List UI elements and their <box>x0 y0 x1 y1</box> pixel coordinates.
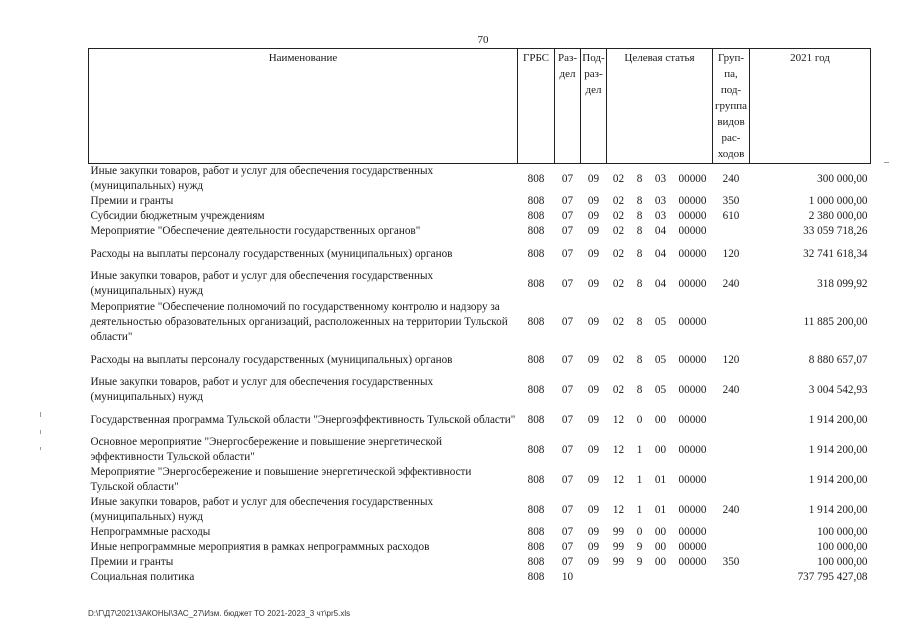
row-target-program: 02 <box>612 210 625 222</box>
row-podrazdel: 09 <box>587 353 600 366</box>
page-number: 70 <box>477 34 489 46</box>
row-expense-type <box>713 525 750 540</box>
row-target-subprogram: 9 <box>636 556 643 568</box>
row-target-subprogram: 8 <box>636 225 643 237</box>
row-target-direction: 00000 <box>678 277 707 290</box>
row-target-direction: 00000 <box>678 210 707 222</box>
row-amount: 1 000 000,00 <box>808 195 868 207</box>
row-podrazdel: 09 <box>587 443 600 456</box>
row-amount: 100 000,00 <box>817 526 868 538</box>
row-expense-type: 120 <box>722 247 740 260</box>
row-target-direction: 00000 <box>678 503 707 516</box>
scan-mark <box>40 447 41 450</box>
row-razdel: 07 <box>561 541 574 553</box>
row-target-subprogram: 8 <box>636 353 643 366</box>
row-podrazdel: 09 <box>587 473 600 486</box>
row-razdel: 07 <box>561 473 574 486</box>
row-expense-type: 120 <box>722 353 740 366</box>
row-expense-type <box>713 540 750 555</box>
row-grbs: 808 <box>527 353 545 366</box>
row-expense-type: 240 <box>722 383 740 396</box>
header-name: Наименование <box>89 49 518 164</box>
row-target-event: 03 <box>654 210 667 222</box>
row-grbs: 808 <box>527 277 545 290</box>
row-target-subprogram: 1 <box>636 443 643 456</box>
row-amount: 8 880 657,07 <box>808 353 868 366</box>
row-target-direction: 00000 <box>678 353 707 366</box>
row-target-program: 99 <box>612 526 625 538</box>
header-year-2021: 2021 год <box>750 49 871 164</box>
row-target-program: 02 <box>612 195 625 207</box>
row-razdel: 07 <box>561 526 574 538</box>
scan-mark <box>40 430 41 434</box>
row-target-event: 00 <box>654 541 667 553</box>
row-razdel: 07 <box>561 247 574 260</box>
table-row <box>89 405 871 435</box>
row-amount: 100 000,00 <box>817 541 868 553</box>
row-podrazdel <box>581 570 607 585</box>
row-amount: 737 795 427,08 <box>797 571 868 583</box>
row-target-program: 12 <box>612 413 625 426</box>
row-target-event: 04 <box>654 225 667 237</box>
row-podrazdel: 09 <box>587 210 600 222</box>
row-target-program: 12 <box>612 503 625 516</box>
row-podrazdel: 09 <box>587 413 600 426</box>
row-target-event: 03 <box>654 172 667 185</box>
budget-table <box>88 48 871 585</box>
row-amount: 318 099,92 <box>817 277 868 290</box>
table-row <box>89 269 871 299</box>
table-row <box>89 194 871 209</box>
row-target-event: 01 <box>654 503 667 516</box>
row-razdel: 07 <box>561 443 574 456</box>
row-name: Мероприятие "Энергосбережение и повышение энергетической эффективности Тульской области" <box>90 466 472 493</box>
row-podrazdel: 09 <box>587 526 600 538</box>
row-target-direction: 00000 <box>678 315 707 328</box>
row-razdel: 07 <box>561 413 574 426</box>
row-target-subprogram: 1 <box>636 473 643 486</box>
row-expense-type <box>713 299 750 345</box>
table-row <box>89 299 871 345</box>
row-target-direction: 00000 <box>678 413 707 426</box>
row-grbs: 808 <box>527 225 545 237</box>
row-target-event: 01 <box>654 473 667 486</box>
table-row <box>89 495 871 525</box>
row-podrazdel: 09 <box>587 315 600 328</box>
row-grbs: 808 <box>527 443 545 456</box>
row-target-program <box>607 570 631 585</box>
row-grbs: 808 <box>527 541 545 553</box>
row-name: Иные закупки товаров, работ и услуг для обеспечения государственных (муниципальных) нужд <box>90 270 434 297</box>
table-row <box>89 375 871 405</box>
row-name: Мероприятие "Обеспечение деятельности государственных органов" <box>90 225 421 237</box>
row-target-direction: 00000 <box>678 383 707 396</box>
row-name: Расходы на выплаты персоналу государственных (муниципальных) органов <box>90 247 453 260</box>
row-podrazdel: 09 <box>587 172 600 185</box>
row-target-subprogram: 8 <box>636 195 643 207</box>
row-razdel: 07 <box>561 315 574 328</box>
row-amount: 3 004 542,93 <box>808 383 868 396</box>
row-expense-type: 240 <box>722 503 740 516</box>
row-razdel: 10 <box>561 571 574 583</box>
row-grbs: 808 <box>527 413 545 426</box>
row-expense-type <box>713 435 750 465</box>
row-target-subprogram <box>631 570 649 585</box>
row-target-event: 04 <box>654 277 667 290</box>
table-row <box>89 239 871 269</box>
row-expense-type <box>713 224 750 239</box>
row-target-subprogram: 8 <box>636 172 643 185</box>
row-razdel: 07 <box>561 195 574 207</box>
row-expense-type <box>713 570 750 585</box>
row-razdel: 07 <box>561 353 574 366</box>
row-podrazdel: 09 <box>587 503 600 516</box>
row-podrazdel: 09 <box>587 195 600 207</box>
row-razdel: 07 <box>561 503 574 516</box>
row-amount: 1 914 200,00 <box>808 503 868 516</box>
row-target-program: 02 <box>612 383 625 396</box>
row-target-direction: 00000 <box>678 556 707 568</box>
footer-file-path: D:\Г\Д7\2021\ЗАКОНЫ\ЗАС_27\Изм. бюджет ТО 2021-2023_3 чт\pr5.xls <box>88 609 351 618</box>
row-target-subprogram: 8 <box>636 247 643 260</box>
row-target-event <box>649 570 673 585</box>
row-target-event: 05 <box>654 353 667 366</box>
row-name: Субсидии бюджетным учреждениям <box>90 210 265 222</box>
row-target-program: 12 <box>612 473 625 486</box>
row-razdel: 07 <box>561 172 574 185</box>
row-podrazdel: 09 <box>587 556 600 568</box>
row-name: Непрограммные расходы <box>90 526 211 538</box>
row-name: Иные закупки товаров, работ и услуг для обеспечения государственных (муниципальных) нужд <box>90 496 434 523</box>
row-expense-type: 350 <box>722 195 740 207</box>
row-target-direction <box>673 570 713 585</box>
row-grbs: 808 <box>527 315 545 328</box>
row-target-subprogram: 0 <box>636 413 643 426</box>
table-row <box>89 570 871 585</box>
row-amount: 11 885 200,00 <box>803 315 868 328</box>
row-target-event: 05 <box>654 383 667 396</box>
header-grbs: ГРБС <box>518 49 555 164</box>
row-podrazdel: 09 <box>587 541 600 553</box>
row-amount: 1 914 200,00 <box>808 473 868 486</box>
row-name: Социальная политика <box>90 571 195 583</box>
row-amount: 33 059 718,26 <box>803 225 868 237</box>
row-podrazdel: 09 <box>587 383 600 396</box>
row-target-program: 02 <box>612 225 625 237</box>
row-target-subprogram: 8 <box>636 210 643 222</box>
row-target-event: 00 <box>654 556 667 568</box>
row-name: Расходы на выплаты персоналу государственных (муниципальных) органов <box>90 353 453 366</box>
table-row <box>89 465 871 495</box>
row-razdel: 07 <box>561 210 574 222</box>
row-grbs: 808 <box>527 247 545 260</box>
row-target-direction: 00000 <box>678 541 707 553</box>
row-amount: 1 914 200,00 <box>808 443 868 456</box>
row-target-event: 05 <box>654 315 667 328</box>
row-podrazdel: 09 <box>587 277 600 290</box>
row-razdel: 07 <box>561 556 574 568</box>
row-grbs: 808 <box>527 503 545 516</box>
scan-mark <box>40 412 41 417</box>
row-expense-type: 240 <box>722 277 740 290</box>
header-target-article: Целевая статья <box>607 49 713 164</box>
table-row <box>89 345 871 375</box>
table-row <box>89 224 871 239</box>
row-target-direction: 00000 <box>678 473 707 486</box>
row-expense-type: 350 <box>722 556 740 568</box>
header-podrazdel: Под- раз- дел <box>581 49 607 164</box>
row-name: Иные непрограммные мероприятия в рамках непрограммных расходов <box>90 541 430 553</box>
row-amount: 1 914 200,00 <box>808 413 868 426</box>
row-target-program: 02 <box>612 315 625 328</box>
row-amount: 100 000,00 <box>817 556 868 568</box>
row-amount: 2 380 000,00 <box>808 210 868 222</box>
row-name: Премии и гранты <box>90 195 174 207</box>
row-grbs: 808 <box>527 526 545 538</box>
row-target-direction: 00000 <box>678 526 707 538</box>
row-amount: 32 741 618,34 <box>803 247 868 260</box>
row-target-subprogram: 1 <box>636 503 643 516</box>
row-target-direction: 00000 <box>678 225 707 237</box>
row-target-direction: 00000 <box>678 172 707 185</box>
row-razdel: 07 <box>561 277 574 290</box>
row-grbs: 808 <box>527 556 545 568</box>
row-name: Иные закупки товаров, работ и услуг для обеспечения государственных (муниципальных) нужд <box>90 376 434 403</box>
row-target-program: 99 <box>612 541 625 553</box>
row-podrazdel: 09 <box>587 225 600 237</box>
row-target-subprogram: 0 <box>636 526 643 538</box>
row-grbs: 808 <box>527 195 545 207</box>
row-razdel: 07 <box>561 225 574 237</box>
row-target-program: 02 <box>612 247 625 260</box>
row-expense-type <box>713 405 750 435</box>
table-row <box>89 525 871 540</box>
row-target-direction: 00000 <box>678 247 707 260</box>
row-target-program: 02 <box>612 277 625 290</box>
row-expense-type <box>713 465 750 495</box>
row-name: Государственная программа Тульской области "Энергоэффективность Тульской области" <box>90 413 516 426</box>
header-expense-group: Груп- па, под- группа видов рас- ходов <box>713 49 750 164</box>
table-row <box>89 555 871 570</box>
row-target-program: 02 <box>612 172 625 185</box>
row-target-program: 12 <box>612 443 625 456</box>
row-target-event: 04 <box>654 247 667 260</box>
row-target-subprogram: 9 <box>636 541 643 553</box>
row-expense-type: 240 <box>722 172 740 185</box>
row-podrazdel: 09 <box>587 247 600 260</box>
table-row <box>89 435 871 465</box>
header-razdel: Раз- дел <box>555 49 581 164</box>
row-target-direction: 00000 <box>678 443 707 456</box>
row-target-subprogram: 8 <box>636 383 643 396</box>
row-name: Премии и гранты <box>90 556 174 568</box>
row-grbs: 808 <box>527 383 545 396</box>
row-target-direction: 00000 <box>678 195 707 207</box>
row-name: Мероприятие "Обеспечение полномочий по государственному контролю и надзору за деятельностью образовательных организаций, расположенных на территории Тульской области" <box>90 300 508 343</box>
row-grbs: 808 <box>527 172 545 185</box>
row-grbs: 808 <box>527 210 545 222</box>
row-target-program: 99 <box>612 556 625 568</box>
row-target-event: 00 <box>654 526 667 538</box>
row-target-event: 00 <box>654 443 667 456</box>
row-grbs: 808 <box>527 571 545 583</box>
row-target-subprogram: 8 <box>636 315 643 328</box>
row-expense-type: 610 <box>722 210 740 222</box>
row-target-subprogram: 8 <box>636 277 643 290</box>
table-row <box>89 540 871 555</box>
row-amount: 300 000,00 <box>817 172 868 185</box>
scan-mark <box>884 162 889 163</box>
table-row <box>89 164 871 195</box>
table-header-row <box>89 49 871 164</box>
row-razdel: 07 <box>561 383 574 396</box>
row-name: Основное мероприятие "Энергосбережение и повышение энергетической эффективности Тульской области" <box>90 436 443 463</box>
row-name: Иные закупки товаров, работ и услуг для обеспечения государственных (муниципальных) нужд <box>90 165 434 192</box>
row-grbs: 808 <box>527 473 545 486</box>
table-row <box>89 209 871 224</box>
row-target-event: 03 <box>654 195 667 207</box>
row-target-program: 02 <box>612 353 625 366</box>
row-target-event: 00 <box>654 413 667 426</box>
